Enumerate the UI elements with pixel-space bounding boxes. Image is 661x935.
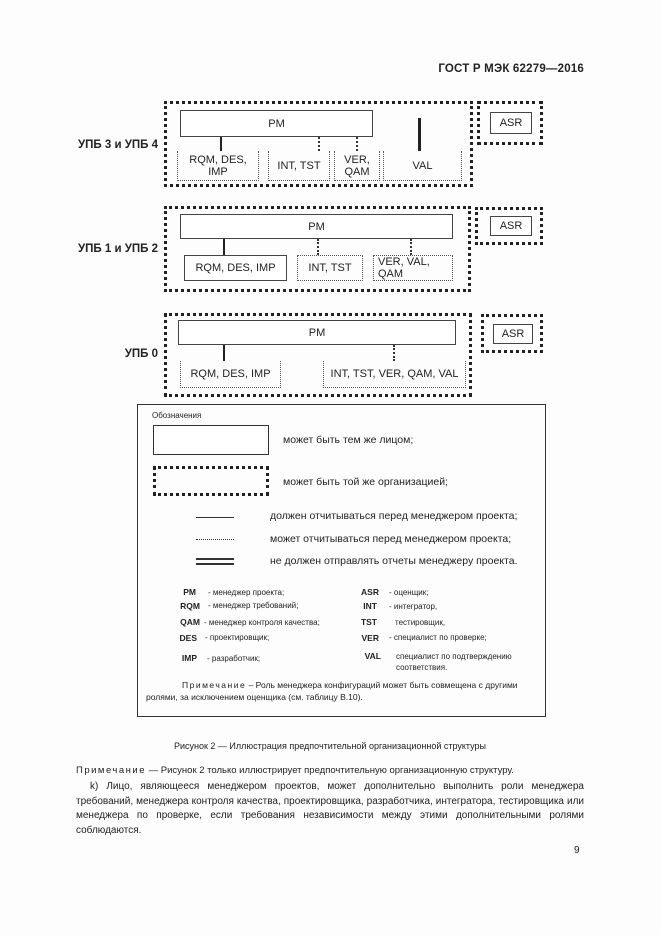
tier-label-sil0: УПБ 0 [124, 348, 158, 360]
legend-title: Обозначения [152, 411, 202, 420]
role-label: RQM, DES, IMP [190, 368, 271, 380]
role-label: RQM, DES, IMP [195, 262, 276, 274]
role-label: INT, TST [277, 159, 321, 172]
abbr-code: DES [179, 633, 197, 643]
abbr-code: VER [361, 633, 379, 643]
legend-not-report: не должен отправлять отчеты менеджеру проекта. [270, 555, 518, 567]
role-label: RQM, DES, IMP [189, 153, 247, 178]
abbr-code: RQM [180, 601, 200, 611]
abbr-desc: - оценщик; [389, 588, 429, 597]
role-box [268, 151, 330, 181]
asr-box [490, 112, 532, 134]
abbr-code: VAL [364, 651, 381, 661]
abbr-code: INT [363, 601, 377, 611]
pm-label: PM [308, 326, 326, 339]
abbr-desc: - менеджер контроля качества; [204, 618, 320, 627]
asr-label: ASR [501, 328, 525, 340]
tier-sil12-pm-box [180, 214, 453, 239]
role-box [373, 255, 453, 281]
asr-label: ASR [499, 220, 523, 232]
may-report-line [318, 137, 320, 151]
figure-caption: Рисунок 2 — Иллюстрация предпочтительной организационной структуры [173, 741, 487, 751]
abbr-code: IMP [181, 653, 197, 663]
abbr-desc: - проектировщик; [205, 633, 270, 642]
standard-header: ГОСТ Р МЭК 62279—2016 [438, 63, 584, 75]
reports-line [223, 239, 225, 255]
abbr-code: PM [183, 587, 196, 597]
legend-note-text: – Роль менеджера конфигураций может быть совмещена с другими ролями, за исключением оценщика (см. таблицу B.10). [146, 680, 518, 702]
page-number: 9 [574, 845, 580, 856]
legend-same-person: может быть тем же лицом; [283, 434, 414, 446]
abbr-desc: - специалист по проверке; [389, 633, 487, 642]
abbr-desc: - интегратор, [389, 602, 438, 611]
reports-line [220, 137, 222, 151]
legend-note-label: Примечание [182, 680, 247, 690]
role-box [323, 361, 466, 388]
may-report-line [393, 345, 395, 361]
figure-note [76, 765, 586, 776]
legend-double-line [196, 558, 234, 565]
asr-label: ASR [499, 117, 523, 129]
legend-dotted-line [196, 539, 234, 540]
paragraph-k: k) Лицо, являющееся менеджером проектов, может дополнительно выполнить роли менеджера требований, менеджера контроля качества, проектировщика, разработчика, интегратора, тестировщика или менеджера по проверке, если требования независимости между этими дополнительными ролями соблюдаются. [76, 781, 584, 836]
role-box [177, 151, 259, 181]
role-label: INT, TST [308, 262, 352, 274]
legend-reports: должен отчитываться перед менеджером проекта; [270, 510, 518, 522]
legend-solid-line [196, 517, 234, 518]
role-box [383, 151, 462, 181]
reports-line [223, 345, 225, 361]
abbr-code: TST [360, 617, 377, 627]
figure-note-text: — Рисунок 2 только иллюстрирует предпочтительную организационную структуру. [146, 765, 514, 776]
may-report-line [410, 239, 412, 255]
role-label: INT, TST, VER, QAM, VAL [330, 368, 459, 380]
pm-label: PM [268, 117, 285, 130]
pm-label: PM [308, 220, 325, 233]
abbr-desc: специалист по подтверждению соответствия. [396, 652, 512, 672]
legend-may-report: может отчитываться перед менеджером проекта; [270, 533, 512, 545]
role-box [180, 361, 281, 388]
role-box [297, 255, 363, 281]
abbr-code: ASR [361, 587, 379, 597]
abbr-desc: тестировщик, [395, 618, 446, 627]
role-label: VER, QAM [344, 153, 370, 178]
asr-box [493, 324, 533, 344]
may-report-line [356, 137, 358, 151]
abbr-desc: - менеджер проекта; [208, 588, 285, 597]
abbr-desc: - менеджер требований; [208, 601, 299, 610]
abbr-code: QAM [180, 617, 200, 627]
legend-solid-box [153, 425, 269, 455]
figure-note-label: Примечание [76, 765, 146, 776]
tier-sil34-pm-box [180, 110, 373, 137]
asr-box [490, 216, 532, 236]
role-label: VER, VAL, QAM [378, 256, 430, 280]
tier-sil0-pm-box [178, 320, 456, 345]
abbr-desc: - разработчик; [207, 654, 261, 663]
role-box [334, 151, 380, 181]
role-box [184, 255, 287, 281]
role-label: VAL [412, 159, 433, 172]
legend-note [146, 680, 542, 703]
may-report-line [317, 239, 319, 255]
tier-label-sil34: УПБ 3 и УПБ 4 [77, 139, 158, 151]
not-report-line [418, 118, 421, 151]
legend-same-org: может быть той же организацией; [283, 476, 448, 488]
tier-label-sil12: УПБ 1 и УПБ 2 [77, 243, 158, 255]
legend-dashed-box [153, 466, 269, 496]
